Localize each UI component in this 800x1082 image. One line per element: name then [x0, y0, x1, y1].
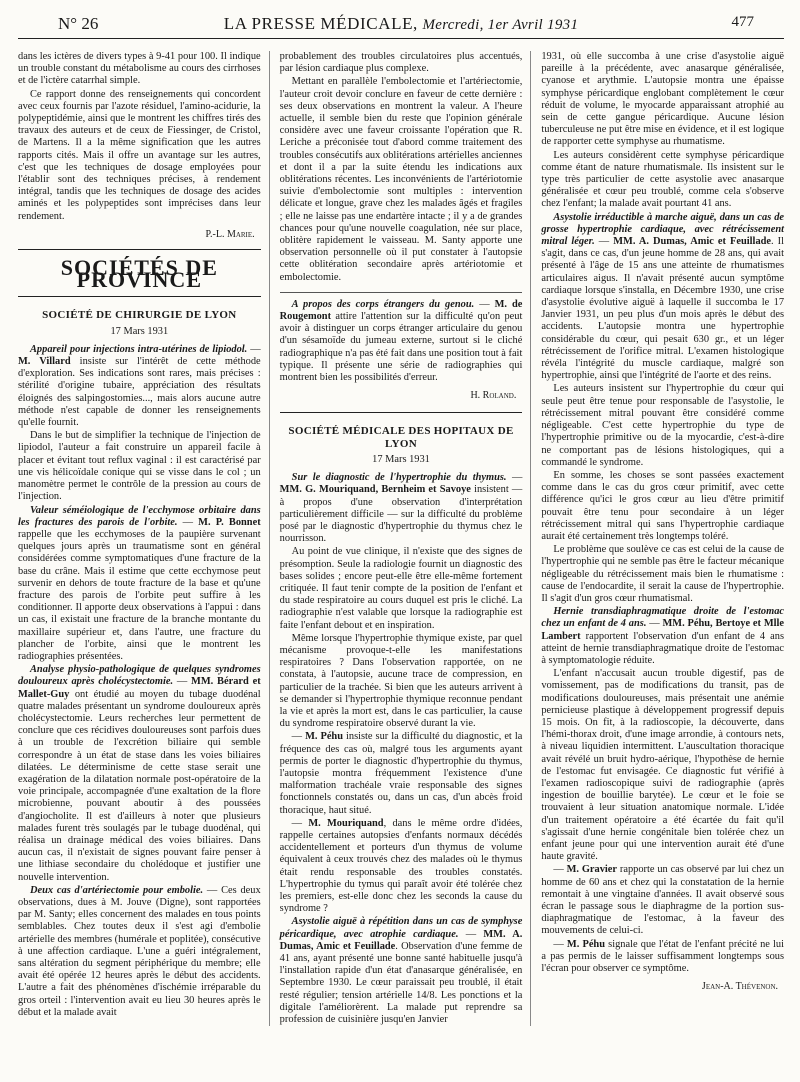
- paragraph: Les auteurs considèrent cette symphyse péricardique comme étant de nature rhumatismale. Ils insistent sur le type très particulier de cette asystolie avec anasarque généralisée et cœur peu troublé, comme cela s'observe chez l'enfant; la malade avait pourtant 41 ans.: [541, 149, 785, 210]
- paragraph: — M. Mouriquand, dans le même ordre d'idées, rappelle certaines autopsies d'enfants normaux décédés accidentellement et porteurs d'un thymus de volume équivalent à ceux trouvés chez des malades où le thymus était rendu responsable des troubles constatés. L'hypertrophie du tymus qui paraît avoir été tolérée chez les premiers, est-elle donc chez les seconds la cause du syndrome ?: [279, 817, 523, 915]
- column-1: [18, 51, 270, 1026]
- article-text: Ces deux observations, dues à M. Jouve (Digne), sont rapportées par M. Santy; elles concernent des malades en tous points semblables. Chez toutes deux il s'est agi d'embolie artérielle des membres (humérale et poplitée), consécutive à une affection cardiaque. L'une a guéri intégralement, sans altération du segment périphérique du membre; elle avait été opérée 12 heures après le début des accidents. L'autre a fait des phénomènes d'ischémie irréparable du gros orteil : l'intervention avait eu lieu 30 heures après le début et la malade avait: [18, 884, 261, 1018]
- paragraph: Mettant en parallèle l'embolectomie et l'artériectomie, l'auteur croit devoir conclure en faveur de cette dernière : ses deux observations en montrent la valeur. A l'heure actuelle, il semble bien du reste que l'opinion générale considère avec une faveur croissante l'opération que R. Leriche a préconisée tout d'abord comme traitement des troubles consécutifs aux oblitérations artérielles anciennes et dont il a par la suite étendu les indications aux oblitérations récentes. Les inconvénients de l'artériotomie suivie d'embolectomie sont multiples : intervention délicate et longue, grave chez les malades âgés et fragiles ; elle ne laisse pas une endartère intacte ; il y a de grandes chances pour qu'une nouvelle coagulation, née sur place, oblitère rapidement le vaisseau. M. Santy apporte une observation personnelle où il put constater à l'autopsie cette oblitération secondaire après artériotomie et embolectomie.: [279, 76, 523, 283]
- column-2: [280, 51, 532, 1026]
- author: MM. G. Mouriquand, Bernheim et Savoye: [279, 484, 471, 496]
- society-date: 17 Mars 1931: [372, 453, 430, 465]
- column-3: [541, 51, 784, 1026]
- page-number: 477: [731, 14, 754, 30]
- author: M. Péhu: [305, 731, 343, 743]
- article-title: Sur le diagnostic de l'hypertrophie du thymus.: [291, 472, 507, 484]
- article: Analyse physio-pathologique de quelques syndromes douloureux après cholécystectomie. — MM. Bérard et Mallet-Guy ont étudié au moyen du tubage duodénal quatre malades présentant un syndrome douloureux après cholécystectomie. Leurs recherches leur permettent de conclure que ces récidives douloureuses sont parfois dues à un trouble de l'excrétion biliaire qui semble correspondre à un état de stase dans les voies biliaires dilatées. Le déterminisme de cette stase serait une exagération de la dilatation normale post-opératoire de la voie principale, accompagnée d'une exaltation de la flore microbienne, pouvant aboutir à des poussées d'angiocholite. Il est d'ailleurs à noter que plusieurs malades furent très soulagés par le tubage duodénal, qui réalisa un drainage médical des voies biliaires. Dans aucun cas, il n'existait de signes pouvant faire penser à une lithiase secondaire du cholédoque et justifier une nouvelle intervention.: [18, 664, 261, 883]
- article: Asystolie irréductible à marche aiguë, dans un cas de grosse hypertrophie cardiaque, avec rétrécissement mitral léger. — MM. A. Dumas, Amic et Feuillade. Il s'agit, dans ce cas, d'un jeune homme de 28 ans, qui avait présenté à l'âge de 15 ans une atteinte de rhumatismes articulaires aigus. Il n'avait présenté aucun symptôme cardiaque lorsque s'installa, en Décembre 1930, une crise d'asystolie évolutive aiguë à laquelle il succomba le 17 Janvier 1931, un peu plus d'un mois après le début des accidents. L'autopsie montra une hypertrophie considérable du cœur, qui pesait 630 gr., et un léger rétrécissement de l'orifice mitral. L'examen histologique révéla l'intégrité du muscle cardiaque, malgré son hypertrophie, ainsi que l'intégrité de l'aorte et des reins.: [541, 211, 785, 382]
- article: Deux cas d'artériectomie pour embolie. — Ces deux observations, dues à M. Jouve (Digne), sont rapportées par M. Santy; elles concernent des malades en tous points semblables. Chez toutes deux il s'est agi d'embolie artérielle des membres (humérale et poplitée), consécutive à une affection cardiaque. L'une a guéri intégralement, sans altération du segment périphérique du membre; elle avait été opérée 12 heures après le début des accidents. L'autre a fait des phénomènes d'ischémie irréparable du gros orteil : l'intervention avait eu lieu 30 heures après le début et la malade avait: [18, 884, 261, 1018]
- article-title: Asystolie irréductible à marche aiguë, dans un cas de grosse hypertrophie cardiaque, avec rétrécissement mitral léger.: [541, 211, 785, 248]
- article: Hernie transdiaphragmatique droite de l'estomac chez un enfant de 4 ans. — MM. Péhu, Bertoye et Mlle Lambert rapportent l'observation d'un enfant de 4 ans atteint de hernie transdiaphragmatique droite de l'estomac à symptomatologie réduite.: [541, 606, 785, 666]
- issue-date: Mercredi, 1er Avril 1931: [422, 17, 579, 33]
- paragraph: 1931, où elle succomba à une crise d'asystolie aiguë pareille à la précédente, avec anasarque généralisée, cyanose et arythmie. L'autopsie montra une épaisse symphyse péricardique englobant complètement le cœur réduit de volume, le myocarde apparaissant atrophié au sein de cette gangue péricardique. Aucune lésion tuberculeuse ne put être mise en évidence, et il est logique de rapporter cette symphyse au rhumatisme.: [541, 51, 785, 148]
- article: Sur le diagnostic de l'hypertrophie du thymus. — MM. G. Mouriquand, Bernheim et Savoye insistent — à propos d'une observation d'interprétation particulièrement difficile — sur la difficulté du problème posé par le diagnostic d'hypertrophie du thymus chez le nourrisson.: [279, 472, 523, 545]
- article-text: insiste sur l'intérêt de cette méthode d'exploration. Ses indications sont rares, mais précises : stérilité d'origine tubaire, appréciation des résultats éloignés des salpingostomies..., mais alors aucune autre méthode n'est capable de donner les renseignements qu'elle fournit.: [18, 356, 261, 429]
- signature: Jean-A. Thévenon.: [701, 981, 779, 993]
- article-text: rappelle que les ecchymoses de la paupière survenant quelques jours après un traumatisme sont en général considérées comme symptomatiques d'une fracture de la base du crâne. Mais il estime que cette ecchymose peut survenir en dehors de toute fracture de la base et qu'une fracture des parois de l'orbite peut suffire à les conditionner. Il apporte deux observations à l'appui : dans un cas, il existait une fracture de la branche montante du maxillaire supérieur et, dans l'autre, une fracture du plancher de l'orbite, ainsi que le montrent les radiographies présentées.: [18, 528, 261, 662]
- author: M. Mouriquand: [308, 817, 384, 829]
- paragraph-text: rapporte un cas observé par lui chez un homme de 60 ans et chez qui la constatation de la hernie remontait à une vingtaine d'années. Il avait observé sous écran le passage sous le diaphragme de la portion sus-diaphragmatique de l'estomac, à la faveur des mouvements de celui-ci.: [541, 864, 785, 937]
- article-text: . Observation d'une femme de 41 ans, ayant présenté une bonne santé habituelle jusqu'à l'installation rapide d'un état d'anasarque généralisée, en Septembre 1930. Le cœur paraissait peu troublé, il était resté régulier; tension artérielle 14/8. Les ponctions et la digitale l'améliorèrent. La malade put reprendre sa profession de cuisinière jusqu'en Janvier: [279, 940, 523, 1026]
- author: M. Villard: [18, 356, 71, 368]
- author: M. P. Bonnet: [198, 516, 261, 528]
- paragraph-text: , dans le même ordre d'idées, rappelle certaines autopsies d'enfants normaux décédés accidentellement et porteurs d'un thymus de volume équivalent à ceux trouvés chez des malades où le thymus était rendu responsable des troubles constatés. L'hypertrophie du tymus qui paraît avoir été tolérée chez les premiers, est-elle donc chez les seconds la cause du syndrome ?: [279, 817, 523, 915]
- masthead: [18, 14, 784, 34]
- signature: P.-L. Marie.: [205, 228, 255, 240]
- divider: [280, 412, 523, 413]
- signature: H. Roland.: [470, 390, 517, 402]
- article-text: attire l'attention sur la difficulté qu'on peut avoir à distinguer un corps étranger articulaire du genou d'un sésamoïde du jumeau externe, surtout si le cliché radiographique n'a pas été fait dans une position tout à fait typique. Il présente une série de radiographies qui montrent bien les possibilités d'erreur.: [279, 311, 523, 384]
- paragraph: L'enfant n'accusait aucun trouble digestif, pas de vomissement, pas de modifications du transit, pas de modifications douloureuses, mais présentait une anémie pernicieuse plastique à développement progressif depuis 15 mois. On fit, à la radioscopie, la découverte, dans l'hémi-thorax droit, d'une image arrondie, à contours nets, à niveau liquidien intermittent. L'auscultation thoracique avait révélé un bruit hydro-aérique, l'hypothèse de hernie de l'estomac fut envisagée. Ce diagnostic fut vérifié à l'examen radioscopique suivi de radiographie (après ingestion de bouillie barytée). Le cœur et le foie se trouvaient à leur situation anatomique normale. L'idée d'un traitement opératoire a été écartée du fait qu'il s'agissait d'une hernie congénitale bien tolérée chez un enfant jeune pour qui une intervention aurait été d'une haute gravité.: [541, 668, 785, 863]
- paragraph: — M. Péhu signale que l'état de l'enfant précité ne lui a pas permis de le laisser suffisamment longtemps sous l'écran pour observer ce symptôme.: [541, 938, 785, 975]
- article: Asystolie aiguë à répétition dans un cas de symphyse péricardique, avec atrophie cardiaque. — MM. A. Dumas, Amic et Feuillade. Observation d'une femme de 41 ans, ayant présenté une bonne santé habituelle jusqu'à l'installation rapide d'un état d'anasarque généralisée, en Septembre 1930. Le cœur paraissait peu troublé, il était resté régulier; tension artérielle 14/8. Les ponctions et la digitale l'améliorèrent. La malade put reprendre sa profession de cuisinière jusqu'en Janvier: [279, 916, 523, 1026]
- journal-title: LA PRESSE MÉDICALE,: [223, 14, 418, 33]
- paragraph: En somme, les choses se sont passées exactement comme dans le cas du gros cœur primitif, avec cette différence qu'ici le gros cœur au lieu d'être primitif pouvait être tenu pour secondaire à un léger rétrécissement mitral qui sans l'hypertrophie cardiaque aurait été certainement très longtemps toléré.: [541, 469, 785, 542]
- article: A propos des corps étrangers du genou. — M. de Rougemont attire l'attention sur la difficulté qu'on peut avoir à distinguer un corps étranger articulaire du genou d'un sésamoïde du jumeau externe, surtout si le cliché radiographique n'a pas été fait dans une position tout à fait typique. Il présente une série de radiographies qui montrent bien les possibilités d'erreur.: [279, 298, 523, 384]
- article-title: Valeur séméiologique de l'ecchymose orbitaire dans les fractures des parois de l'orbite.: [18, 504, 261, 528]
- society-title: SOCIÉTÉ DE CHIRURGIE DE LYON: [42, 309, 237, 322]
- paragraph-text: insiste sur la difficulté du diagnostic, et la fréquence des cas où, malgré tous les arguments ayant permis de porter le diagnostic d'hypertrophie du thymus, l'autopsie montra fréquemment l'existence d'une malformation trachéale vraie responsable des signes fonctionnels constatés ou, dans un cas, d'un abcès froid thoracique, haut situé.: [279, 731, 523, 816]
- paragraph: — M. Gravier rapporte un cas observé par lui chez un homme de 60 ans et chez qui la constatation de la hernie remontait à une vingtaine d'années. Il avait observé sous écran le passage sous le diaphragme de la portion sus-diaphragmatique de l'estomac, à la faveur des mouvements de celui-ci.: [541, 864, 785, 937]
- issue-number: N° 26: [58, 14, 99, 33]
- paragraph: Dans le but de simplifier la technique de l'injection de lipiodol, l'auteur a fait construire un appareil facile à placer et évitant tout reflux vaginal : il est caractérisé par une vis hélicoïdale conique qui se visse dans le col ; un manomètre permet le contrôle de la pression au cours de l'injection.: [18, 430, 261, 503]
- paragraph: Même lorsque l'hypertrophie thymique existe, par quel mécanisme provoque-t-elle les manifestations respiratoires ? Dans l'observation rapportée, on ne constata, à l'autopsie, aucune trace de compression, en particulier de la trachée. Si bien que les auteurs arrivent à se demander si l'hypertrophie thymique reconnue pendant la vie et après la mort est, dans le cas particulier, la cause du syndrome respiratoire observé durant la vie.: [279, 632, 523, 730]
- paragraph: — M. Péhu insiste sur la difficulté du diagnostic, et la fréquence des cas où, malgré tous les arguments ayant permis de porter le diagnostic d'hypertrophie du thymus, l'autopsie montra fréquemment l'existence d'une malformation trachéale vraie responsable des signes fonctionnels constatés ou, dans un cas, d'un abcès froid thoracique, haut situé.: [279, 731, 523, 816]
- paragraph: probablement des troubles circulatoires plus accentués, par lésion cardiaque plus complexe.: [279, 51, 523, 75]
- author: MM. A. Dumas, Amic et Feuillade: [613, 236, 772, 248]
- article-text: insistent — à propos d'une observation d'interprétation particulièrement difficile — sur la difficulté du problème posé par le diagnostic d'hypertrophie du thymus chez le nourrisson.: [279, 484, 523, 545]
- article-title: Asystolie aiguë à répétition dans un cas de symphyse péricardique, avec atrophie cardiaque.: [279, 916, 523, 940]
- divider: [280, 292, 523, 293]
- article: Valeur séméiologique de l'ecchymose orbitaire dans les fractures des parois de l'orbite. — M. P. Bonnet rappelle que les ecchymoses de la paupière survenant quelques jours après un traumatisme sont en général considérées comme symptomatiques d'une fracture de la base du crâne. Mais il estime que cette ecchymose peut survenir en dehors de toute fracture de la base et qu'une fracture des parois de l'orbite peut suffire à les conditionner. Il apporte deux observations à l'appui : dans un cas, il existait une fracture de la branche montante du maxillaire supérieur et, dans l'autre, une fracture du plancher de l'orbite, ainsi que le montrent les radiographies présentées.: [18, 504, 261, 662]
- columns: [18, 51, 784, 1026]
- author: M. de Rougemont: [279, 298, 523, 323]
- article-title: Analyse physio-pathologique de quelques syndromes douloureux après cholécystectomie.: [18, 664, 261, 688]
- society-title: SOCIÉTÉ MÉDICALE DES HOPITAUX DE LYON: [288, 425, 514, 450]
- author: MM. Péhu, Bertoye et Mlle Lambert: [541, 618, 785, 642]
- article-text: rapportent l'observation d'un enfant de 4 ans atteint de hernie transdiaphragmatique droite de l'estomac à symptomatologie réduite.: [541, 630, 785, 666]
- paragraph: Les auteurs insistent sur l'hypertrophie du cœur qui seule peut être tenue pour responsable de l'asystolie, le rétrécissement mitral pouvant être considéré comme négligeable. C'est cette hypertrophie du type de l'hypertrophie primitive ou de la myocardie, c'est-à-dire ne comportant pas de lésions histologiques, qui a commandé le syndrome.: [541, 383, 785, 468]
- article-text: ont étudié au moyen du tubage duodénal quatre malades présentant un syndrome douloureux après cholécystectomie. Leurs recherches leur permettent de conclure que ces récidives douloureuses sont parfois dues à un trouble de l'excrétion biliaire qui semble correspondre à un état de stase dans les voies biliaires dilatées. Le déterminisme de cette stase serait une exagération de la dilatation normale post-opératoire de la voie principale, accompagnée d'une exaltation de la flore microbienne, pouvant aboutir à des poussées d'angiocholite. Il est d'ailleurs à noter que plusieurs malades furent très soulagés par le tubage duodénal, qui réalisa un drainage médical des voies biliaires. Dans aucun cas, il n'existait de signes pouvant faire penser à une lithiase secondaire du cholédoque et justifier une nouvelle intervention.: [18, 688, 261, 883]
- article: Appareil pour injections intra-utérines de lipiodol. — M. Villard insiste sur l'intérêt de cette méthode d'exploration. Ses indications sont rares, mais précises : stérilité d'origine tubaire, appréciation des résultats éloignés des salpingostomies..., mais alors aucune autre méthode n'est capable de donner les renseignements qu'elle fournit.: [18, 343, 261, 429]
- paragraph: dans les ictères de divers types à 9-41 pour 100. Il indique un trouble constant du métabolisme au cours des cirrhoses et de l'ictère catarrhal simple.: [18, 51, 261, 87]
- author: M. Péhu: [566, 938, 605, 950]
- society-date: 17 Mars 1931: [110, 325, 169, 337]
- paragraph: Au point de vue clinique, il n'existe que des signes de présomption. Seule la radiologie fournit un diagnostic des bases solides ; encore peut-elle être elle-même fortement critiquée. Il faut tenir compte de la position de l'enfant et du stade respiratoire au cours duquel est pris le cliché. La radiographie n'est valable que lorsque la radiographie est faite l'enfant debout et en inspiration.: [279, 546, 523, 631]
- author: M. Gravier: [566, 864, 618, 876]
- author: MM. Bérard et Mallet-Guy: [18, 676, 261, 700]
- article-text: . Il s'agit, dans ce cas, d'un jeune homme de 28 ans, qui avait présenté à l'âge de 15 ans une atteinte de rhumatismes articulaires aigus. Il n'avait présenté aucun symptôme cardiaque lorsque s'installa, en Décembre 1930, une crise d'asystolie évolutive aiguë à laquelle il succomba le 17 Janvier 1931, un peu plus d'un mois après le début des accidents. L'autopsie montra une hypertrophie considérable du cœur, qui pesait 630 gr., et un léger rétrécissement de l'orifice mitral. L'examen histologique révéla l'intégrité du muscle cardiaque, malgré son hypertrophie, ainsi que l'intégrité de l'aorte et des reins.: [541, 236, 785, 382]
- article-title: Appareil pour injections intra-utérines de lipiodol.: [30, 343, 248, 355]
- section-title: SOCIÉTÉS DE PROVINCE: [18, 249, 261, 297]
- article-title: A propos des corps étrangers du genou.: [291, 298, 475, 310]
- paragraph: Le problème que soulève ce cas est celui de la cause de l'hypertrophie qui ne semble pas être le facteur mécanique négligeable du rétrécissement mais bien le rhumatisme : cause de l'endocardite, il serait la cause de l'hypertrophie. Il s'agit d'un gros cœur rhumatismal.: [541, 544, 785, 604]
- article-title: Deux cas d'artériectomie pour embolie.: [30, 884, 204, 896]
- article-title: Hernie transdiaphragmatique droite de l'estomac chez un enfant de 4 ans.: [541, 606, 785, 630]
- page-header: [18, 14, 784, 39]
- paragraph-text: signale que l'état de l'enfant précité ne lui a pas permis de le laisser suffisamment longtemps sous l'écran pour observer ce symptôme.: [541, 938, 785, 975]
- author: MM. A. Dumas, Amic et Feuillade: [279, 928, 523, 952]
- paragraph: Ce rapport donne des renseignements qui concordent avec ceux fournis par l'azote résiduel, l'amino-acidurie, la polypeptidémie, ainsi que le montrent les chiffres tirés des travaux des auteurs et de ceux de Fiessinger, de Cristol, de Martens. Il a la même signification que les autres rapports cités. Mais il offre un avantage sur les autres, c'est que les techniques de dosage employées pour l'établir sont des techniques précises, à rendement intégral, tandis que les techniques de dosage des acides aminés et les polypeptides sont imprécises dans leur rendement.: [18, 88, 261, 222]
